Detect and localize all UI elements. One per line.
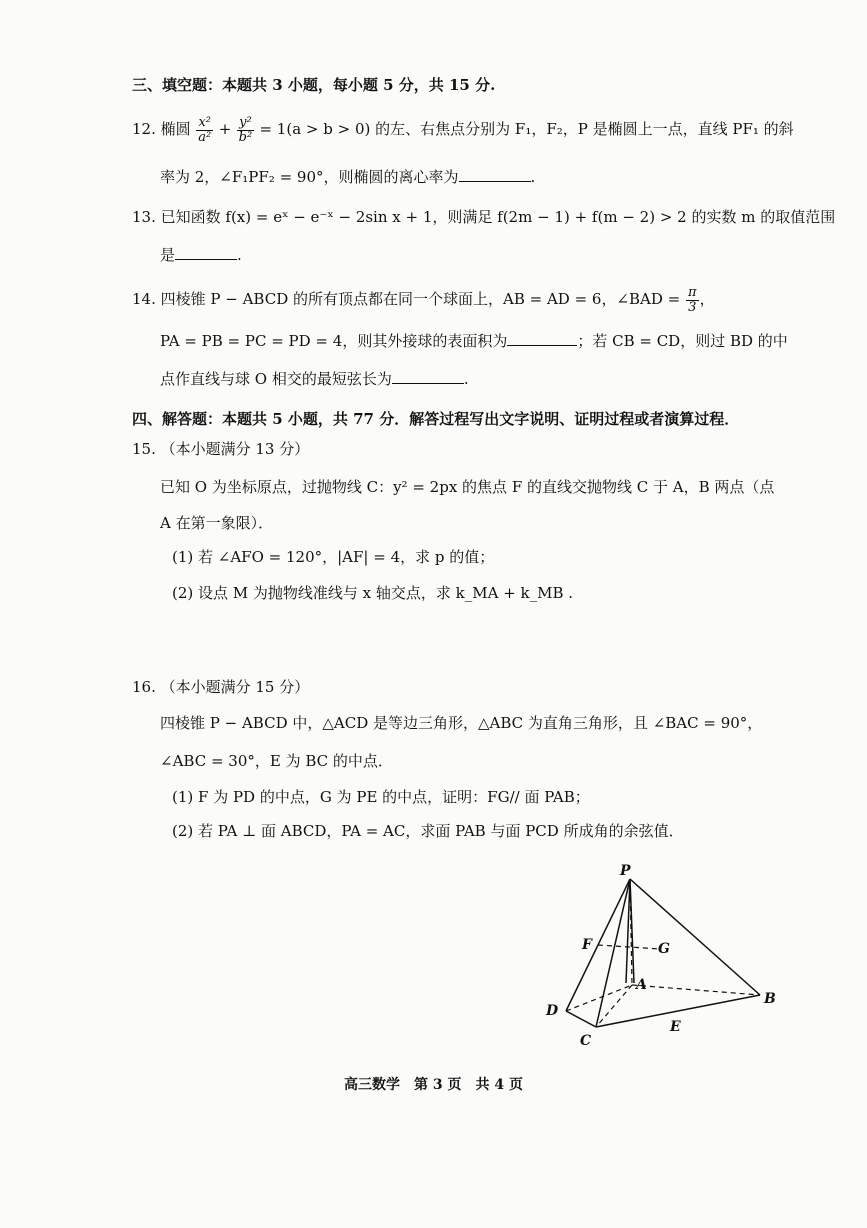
q12-line2-text: 率为 2，∠F₁PF₂ = 90°，则椭圆的离心率为 <box>160 168 459 186</box>
edge-P-inner-2 <box>630 879 634 983</box>
label-B: B <box>764 991 776 1007</box>
question-16-line-1: 四棱锥 P − ABCD 中，△ACD 是等边三角形，△ABC 为直角三角形，且 ∠BAC = 90°， <box>160 714 763 732</box>
question-14-line-1 <box>132 284 715 315</box>
q13-answer-blank[interactable] <box>175 245 237 260</box>
q12-line1-rest: 的左、右焦点分别为 F₁，F₂，P 是椭圆上一点，直线 PF₁ 的斜 <box>375 120 794 138</box>
edge-AB-hidden <box>632 985 760 995</box>
question-13-line-1: 13. 已知函数 f(x) = eˣ − e⁻ˣ − 2sin x + 1，则满足 f(2m − 1) + f(m − 2) > 2 的实数 m 的取值范围 <box>132 208 836 226</box>
q12-fraction-y: $\frac{\text{y²}}{\text{b²}}$ <box>238 114 253 145</box>
q14-line1-text: 14. 四棱锥 P − ABCD 的所有顶点都在同一个球面上，AB = AD = 6，∠BAD = <box>132 290 681 308</box>
page-footer: 高三数学 第 3 页 共 4 页 <box>344 1077 523 1093</box>
question-16-part-1: (1) F 为 PD 的中点，G 为 PE 的中点，证明：FG// 面 PAB； <box>172 788 590 806</box>
q12-condition: = 1(a > b > 0) <box>259 120 371 138</box>
q13-line2-text: 是 <box>160 246 176 264</box>
question-12-line-1 <box>132 114 794 145</box>
question-14-line-2 <box>160 330 788 352</box>
edge-DC <box>566 1011 596 1027</box>
q14-line3-text: 点作直线与球 O 相交的最短弦长为 <box>160 370 392 388</box>
q14-fraction-pi-over-3: $\frac{\pi}{3}$ <box>688 284 697 315</box>
question-15-header: 15. （本小题满分 13 分） <box>132 440 310 458</box>
pyramid-figure <box>530 855 790 1055</box>
question-16-header: 16. （本小题满分 15 分） <box>132 678 310 696</box>
q12-line2-end: . <box>530 168 536 186</box>
q12-answer-blank[interactable] <box>459 167 531 182</box>
label-G: G <box>658 941 670 957</box>
q12-number: 12. <box>132 120 156 138</box>
label-F: F <box>582 937 592 953</box>
question-16-line-2: ∠ABC = 30°，E 为 BC 的中点． <box>160 752 393 770</box>
question-15-line-2: A 在第一象限）． <box>160 514 274 532</box>
q14-answer-blank-2[interactable] <box>392 369 464 384</box>
label-D: D <box>546 1003 559 1019</box>
label-C: C <box>580 1033 592 1049</box>
section-3-heading: 三、填空题：本题共 3 小题，每小题 5 分，共 15 分. <box>132 76 496 94</box>
section-4-heading: 四、解答题：本题共 5 小题，共 77 分．解答过程写出文字说明、证明过程或者演算过程． <box>132 410 740 428</box>
question-13-line-2 <box>160 244 242 266</box>
q12-fraction-x: $\frac{\text{x²}}{\text{a²}}$ <box>198 114 212 145</box>
question-15-line-1: 已知 O 为坐标原点，过抛物线 C：y² = 2px 的焦点 F 的直线交抛物线 C 于 A，B 两点（点 <box>160 478 775 496</box>
edge-PB <box>630 879 760 995</box>
q14-answer-blank-1[interactable] <box>507 331 577 346</box>
label-A: A <box>636 977 647 993</box>
q14-line1-end: ， <box>699 290 715 308</box>
question-15-part-1: (1) 若 ∠AFO = 120°，|AF| = 4，求 p 的值； <box>172 548 495 566</box>
q14-line2-text: PA = PB = PC = PD = 4，则其外接球的表面积为 <box>160 332 508 350</box>
label-P: P <box>620 863 631 879</box>
q13-line2-end: . <box>237 246 242 264</box>
question-15-part-2: (2) 设点 M 为抛物线准线与 x 轴交点，求 k_MA + k_MB . <box>172 584 574 602</box>
label-E: E <box>670 1019 681 1035</box>
q14-line3-end: . <box>463 370 469 388</box>
segment-FG-hidden <box>598 945 660 949</box>
edge-PC <box>596 879 630 1027</box>
q14-line2-rest: ；若 CB = CD，则过 BD 的中 <box>577 332 788 350</box>
question-14-line-3 <box>160 368 469 390</box>
question-16-part-2: (2) 若 PA ⊥ 面 ABCD，PA = AC，求面 PAB 与面 PCD 所成角的余弦值． <box>172 822 684 840</box>
q12-prefix: 椭圆 <box>160 120 191 138</box>
question-12-line-2 <box>160 166 535 188</box>
q12-plus: + <box>218 120 232 138</box>
